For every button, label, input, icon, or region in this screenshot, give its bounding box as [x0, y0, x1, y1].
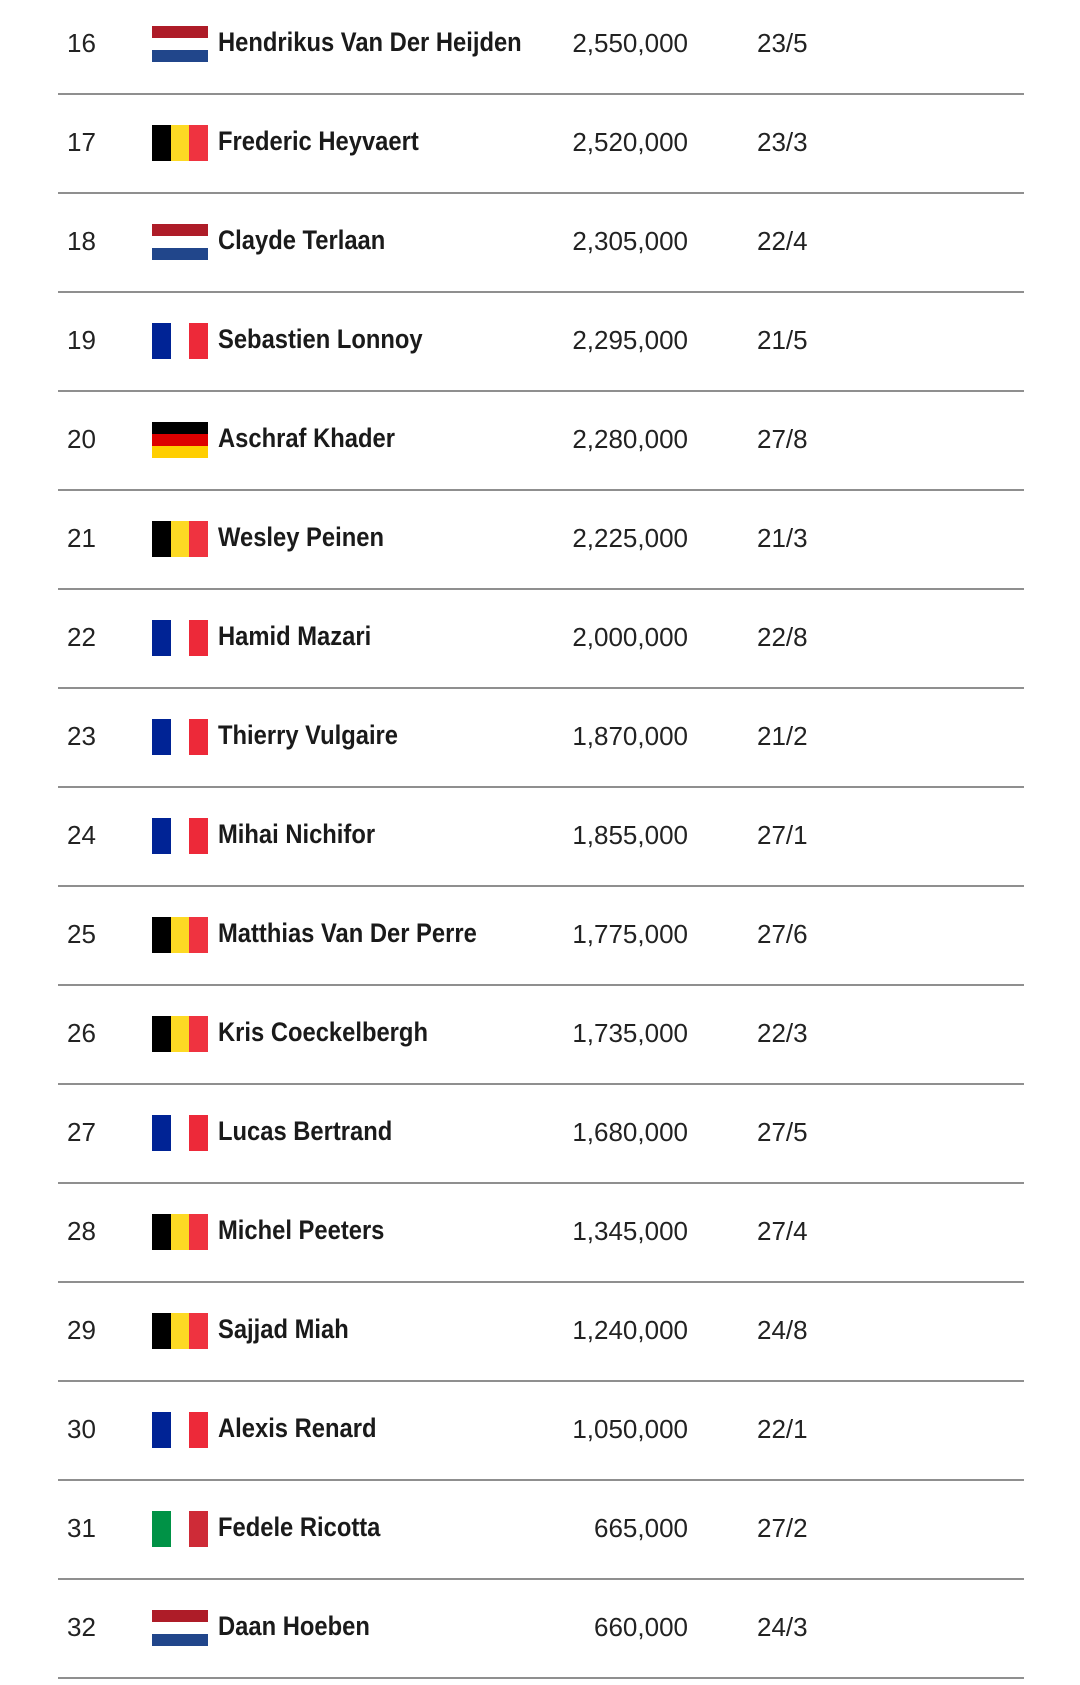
score-record: 23/5	[757, 28, 808, 58]
prize-amount: 2,000,000	[572, 622, 688, 652]
prize-amount: 2,295,000	[572, 325, 688, 355]
score-record: 27/1	[757, 820, 808, 850]
flag-netherlands-icon	[152, 26, 208, 62]
score-record: 27/6	[757, 919, 808, 949]
score-record: 22/3	[757, 1018, 808, 1048]
prize-amount: 1,345,000	[572, 1216, 688, 1246]
flag-belgium-icon	[152, 917, 208, 953]
rank-number: 22	[67, 622, 96, 652]
flag-italy-icon	[152, 1511, 208, 1547]
ranking-row	[58, 1382, 1024, 1481]
player-name: Sajjad Miah	[218, 1314, 349, 1344]
player-name: Kris Coeckelbergh	[218, 1017, 428, 1047]
score-record: 27/2	[757, 1513, 808, 1543]
score-record: 24/8	[757, 1315, 808, 1345]
rank-number: 32	[67, 1612, 96, 1642]
flag-belgium-icon	[152, 1214, 208, 1250]
rank-number: 24	[67, 820, 96, 850]
score-record: 27/5	[757, 1117, 808, 1147]
rank-number: 30	[67, 1414, 96, 1444]
player-name: Fedele Ricotta	[218, 1512, 381, 1542]
player-name: Daan Hoeben	[218, 1611, 370, 1641]
ranking-row	[58, 0, 1024, 95]
player-name: Clayde Terlaan	[218, 225, 386, 255]
flag-netherlands-icon	[152, 224, 208, 260]
flag-germany-icon	[152, 422, 208, 458]
flag-belgium-icon	[152, 125, 208, 161]
ranking-row	[58, 986, 1024, 1085]
ranking-row	[58, 1184, 1024, 1283]
prize-amount: 665,000	[594, 1513, 688, 1543]
flag-france-icon	[152, 323, 208, 359]
ranking-row	[58, 788, 1024, 887]
ranking-row	[58, 293, 1024, 392]
flag-belgium-icon	[152, 1016, 208, 1052]
score-record: 23/3	[757, 127, 808, 157]
player-name: Sebastien Lonnoy	[218, 324, 423, 354]
ranking-row	[58, 1283, 1024, 1382]
rank-number: 21	[67, 523, 96, 553]
rank-number: 25	[67, 919, 96, 949]
ranking-row	[58, 1481, 1024, 1580]
flag-france-icon	[152, 1115, 208, 1151]
rank-number: 31	[67, 1513, 96, 1543]
score-record: 22/4	[757, 226, 808, 256]
rank-number: 26	[67, 1018, 96, 1048]
rank-number: 23	[67, 721, 96, 751]
score-record: 27/4	[757, 1216, 808, 1246]
player-name: Hendrikus Van Der Heijden	[218, 27, 522, 57]
flag-belgium-icon	[152, 521, 208, 557]
rank-number: 16	[67, 28, 96, 58]
prize-amount: 2,305,000	[572, 226, 688, 256]
score-record: 22/8	[757, 622, 808, 652]
player-name: Michel Peeters	[218, 1215, 385, 1245]
prize-amount: 1,870,000	[572, 721, 688, 751]
player-name: Hamid Mazari	[218, 621, 372, 651]
score-record: 21/5	[757, 325, 808, 355]
prize-amount: 2,520,000	[572, 127, 688, 157]
prize-amount: 2,550,000	[572, 28, 688, 58]
ranking-row	[58, 887, 1024, 986]
flag-france-icon	[152, 620, 208, 656]
score-record: 21/2	[757, 721, 808, 751]
rank-number: 18	[67, 226, 96, 256]
player-name: Wesley Peinen	[218, 522, 384, 552]
player-name: Aschraf Khader	[218, 423, 395, 453]
player-name: Alexis Renard	[218, 1413, 377, 1443]
prize-amount: 1,775,000	[572, 919, 688, 949]
flag-france-icon	[152, 719, 208, 755]
prize-amount: 1,855,000	[572, 820, 688, 850]
rank-number: 19	[67, 325, 96, 355]
rank-number: 29	[67, 1315, 96, 1345]
flag-france-icon	[152, 1412, 208, 1448]
prize-amount: 1,050,000	[572, 1414, 688, 1444]
player-name: Frederic Heyvaert	[218, 126, 419, 156]
ranking-row	[58, 590, 1024, 689]
ranking-row	[58, 689, 1024, 788]
prize-amount: 1,735,000	[572, 1018, 688, 1048]
prize-amount: 660,000	[594, 1612, 688, 1642]
rank-number: 17	[67, 127, 96, 157]
player-name: Matthias Van Der Perre	[218, 918, 477, 948]
ranking-row	[58, 95, 1024, 194]
prize-amount: 1,680,000	[572, 1117, 688, 1147]
rank-number: 20	[67, 424, 96, 454]
ranking-row	[58, 1580, 1024, 1679]
ranking-row	[58, 392, 1024, 491]
prize-amount: 2,280,000	[572, 424, 688, 454]
rank-number: 28	[67, 1216, 96, 1246]
ranking-row	[58, 491, 1024, 590]
prize-amount: 2,225,000	[572, 523, 688, 553]
player-name: Mihai Nichifor	[218, 819, 376, 849]
score-record: 24/3	[757, 1612, 808, 1642]
player-name: Lucas Bertrand	[218, 1116, 393, 1146]
score-record: 27/8	[757, 424, 808, 454]
flag-netherlands-icon	[152, 1610, 208, 1646]
score-record: 22/1	[757, 1414, 808, 1444]
flag-france-icon	[152, 818, 208, 854]
prize-amount: 1,240,000	[572, 1315, 688, 1345]
player-name: Thierry Vulgaire	[218, 720, 399, 750]
rank-number: 27	[67, 1117, 96, 1147]
flag-belgium-icon	[152, 1313, 208, 1349]
score-record: 21/3	[757, 523, 808, 553]
ranking-row	[58, 194, 1024, 293]
ranking-row	[58, 1085, 1024, 1184]
